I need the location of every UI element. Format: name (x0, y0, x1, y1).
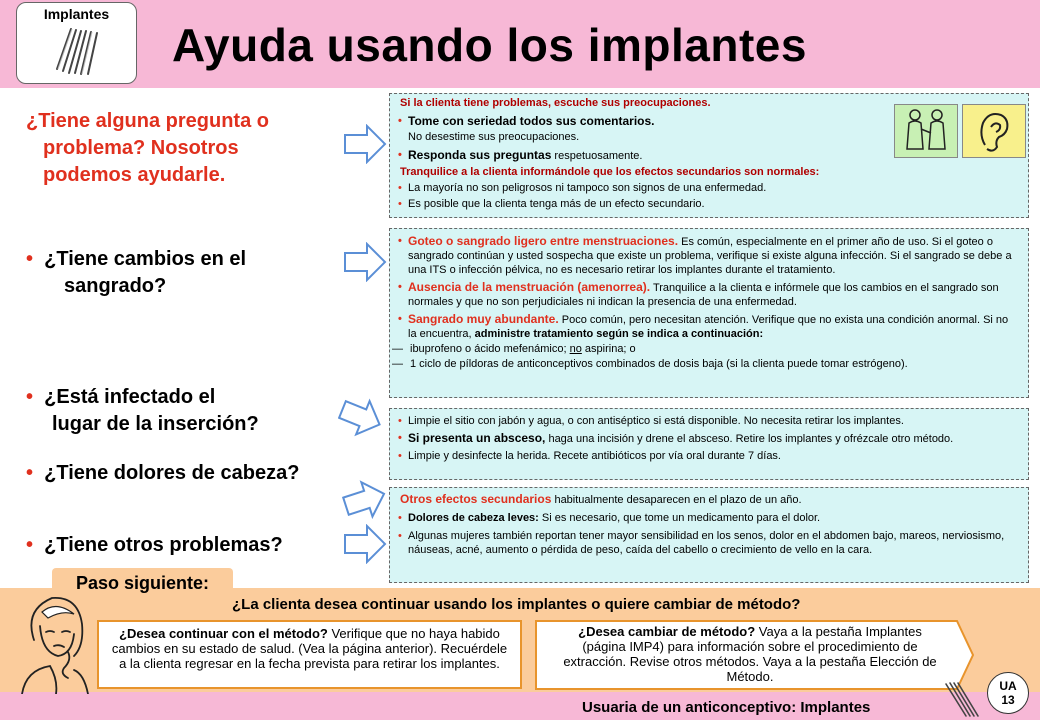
badge-line-1: UA (999, 679, 1017, 693)
box2-item-amenorrhea: • Ausencia de la menstruación (amenorrea). Tranquilice a la clienta e infórmele que los cambios en el sangrado son normales y que no son perjudiciales ni indican la presencia de una enfermedad. (398, 280, 999, 308)
continue-method-box: ¿Desea continuar con el método? Verifique que no haya habido cambios en su estado de salud. (Vea la página anterior). Recuérdele a la clienta regresar en la fecha prevista para retirar los implantes. (97, 620, 522, 689)
bullet: • (26, 248, 34, 270)
box1-header-2: Tranquilice a la clienta informándole que los efectos secundarios son normales: (400, 166, 820, 178)
box2-treatment-1: — ibuprofeno o ácido mefenámico; no aspirina; o (392, 343, 636, 355)
arrow-right-icon (343, 524, 387, 564)
intro-question (26, 108, 269, 189)
box1-header: Si la clienta tiene problemas, escuche sus preocupaciones. (400, 97, 711, 109)
intro-line-2: problema? Nosotros (43, 137, 239, 159)
box3-item-3: • Limpie y desinfecte la herida. Recete antibióticos por vía oral durante 7 días. (398, 450, 781, 462)
implant-rods-icon (940, 680, 986, 720)
box1-item-3: • La mayoría no son peligrosos ni tampoco son signos de una enfermedad. (398, 182, 767, 194)
box2-item-heavy: • Sangrado muy abundante. Poco común, pero necesitan atención. Verifique que no exista una condición anormal. Si no la encuentra, administre tratamiento según se indica a continuación: (398, 312, 1009, 340)
intro-line-1: ¿Tiene alguna pregunta o (26, 110, 269, 132)
change-method-box: ¿Desea cambiar de método? Vaya a la pestaña Implantes (página IMP4) para información sobre el procedimiento de extracción. Revise otros métodos. Vaya a la pestaña Elección de Método. (563, 624, 937, 684)
bullet: • (26, 386, 34, 408)
implant-rods-icon (51, 25, 107, 79)
question-other-text: ¿Tiene otros problemas? (44, 534, 283, 556)
intro-line-3: podemos ayudarle. (43, 164, 226, 186)
box4-item-1: • Dolores de cabeza leves: Si es necesario, que tome un medicamento para el dolor. (398, 512, 821, 524)
decision-question: ¿La clienta desea continuar usando los implantes o quiere cambiar de método? (232, 596, 801, 613)
tab-label: Implantes (43, 6, 110, 22)
two-women-icon (894, 104, 958, 158)
bullet: • (26, 462, 34, 484)
box3-item-2: • Si presenta un absceso, haga una incisión y drene el absceso. Retire los implantes y ofrézcale otro método. (398, 431, 954, 445)
box1-item-1-sub: No desestime sus preocupaciones. (408, 131, 580, 143)
implantes-tab[interactable] (16, 2, 137, 84)
arrow-right-icon (343, 242, 387, 282)
box-bleeding (389, 228, 1029, 398)
box2-treatment-2: — 1 ciclo de píldoras de anticonceptivos combinados de dosis baja (si la clienta puede tomar estrógeno). (392, 358, 908, 370)
footer-band (0, 692, 1040, 720)
box1-item-1: • Tome con seriedad todos sus comentarios. (398, 114, 655, 128)
arrow-right-icon (342, 478, 388, 522)
next-step-label: Paso siguiente: (52, 568, 233, 598)
box-other-effects (389, 487, 1029, 583)
page-title: Ayuda usando los implantes (172, 19, 807, 71)
ear-icon (962, 104, 1026, 158)
page-number-badge (987, 672, 1029, 714)
question-infection (26, 384, 259, 438)
box4-item-2: • Algunas mujeres también reportan tener mayor sensibilidad en los senos, dolor en el abdomen bajo, mareos, nerviosismo, náuseas, acné, aumento o pérdida de peso, caída del cabello o crecimiento de vello en la cara. (398, 530, 1005, 556)
box4-header: Otros efectos secundarios habitualmente desaparecen en el plazo de un año. (400, 492, 802, 506)
arrow-right-icon (338, 394, 384, 440)
box-infection (389, 408, 1029, 480)
box1-item-2: • Responda sus preguntas respetuosamente. (398, 148, 643, 162)
box1-item-4: • Es posible que la clienta tenga más de un efecto secundario. (398, 198, 705, 210)
worried-woman-icon (12, 590, 98, 694)
footer-section-title: Usuaria de un anticonceptivo: Implantes (582, 699, 871, 716)
question-bleeding-line-2: sangrado? (64, 275, 167, 297)
question-bleeding (26, 246, 246, 300)
question-headache-text: ¿Tiene dolores de cabeza? (44, 462, 300, 484)
bullet: • (26, 534, 34, 556)
question-other (26, 532, 283, 559)
question-infection-line-1: ¿Está infectado el (44, 386, 216, 408)
arrow-right-icon (343, 124, 387, 164)
question-headache (26, 460, 299, 487)
badge-line-2: 13 (1001, 693, 1015, 707)
question-bleeding-line-1: ¿Tiene cambios en el (44, 248, 247, 270)
box3-item-1: • Limpie el sitio con jabón y agua, o con antiséptico si está disponible. No necesita retirar los implantes. (398, 415, 904, 427)
question-infection-line-2: lugar de la inserción? (52, 413, 259, 435)
box2-item-spotting: • Goteo o sangrado ligero entre menstruaciones. Es común, especialmente en el primer año de uso. Si el goteo o sangrado continúan y usted sospecha que existe un problema, verifique si existe alguna infección. Si el sangrado se debe a una ITS o infección pélvica, no es necesario retirar los implantes durante el tratamiento. (398, 234, 1012, 276)
